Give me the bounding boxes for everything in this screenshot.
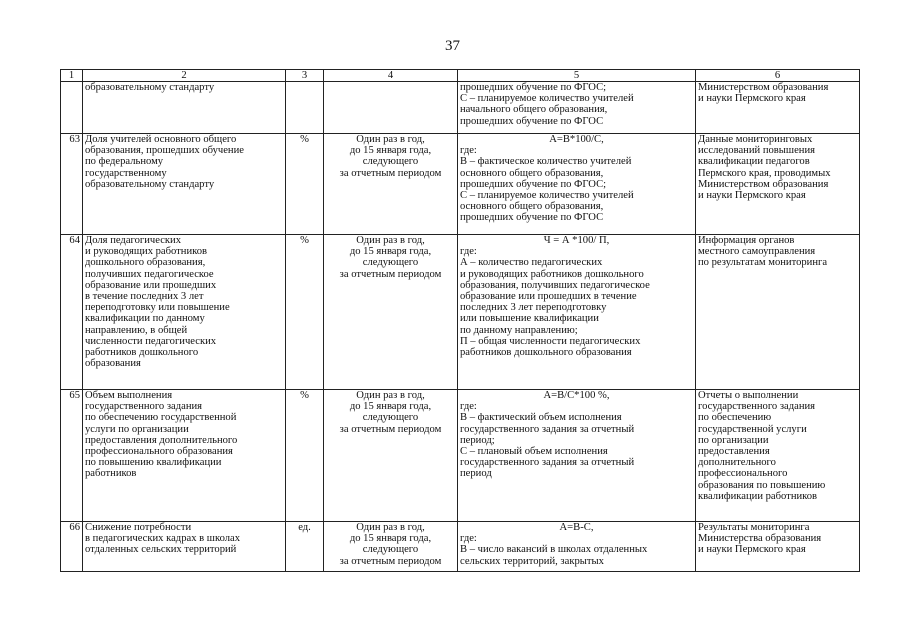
header-row [61,70,860,82]
row-number: 66 [61,522,83,572]
table-row [61,235,860,390]
row-number: 64 [61,235,83,390]
text-line: образовательному стандарту [85,178,215,190]
text-line: период [460,468,492,480]
text-line: начального общего образования, [460,104,608,116]
text-line: работников дошкольного образования [460,347,632,359]
text-line: предоставления дополнительного [85,434,238,446]
text-line: и руководящих работников [85,246,208,258]
text-line: в педагогических кадрах в школах [85,533,241,545]
indicator-cell [83,82,286,134]
text-line: до 15 января года, [349,401,432,413]
indicator-cell [83,235,286,390]
text-line: период; [460,434,495,446]
text-line: Результаты мониторинга [698,522,810,533]
text-line: В – фактический объем исполнения [460,412,622,424]
text-line: за отчетным периодом [339,167,442,179]
text-line: предоставления [698,446,770,458]
text-line: до 15 января года, [349,145,432,157]
text-line: до 15 января года, [349,533,432,545]
indicator-cell [83,522,286,572]
text-line: В – фактическое количество учителей [460,156,632,168]
page-number: 37 [445,38,460,54]
frequency-cell [324,82,458,134]
text-line: государственной услуги [698,423,807,435]
header-cell: 6 [696,70,860,82]
formula: А=В/С*100 %, [543,390,610,401]
header-cell: 2 [83,70,286,82]
source-cell [696,235,860,390]
method-cell [458,82,696,134]
text-line: профессионального [698,468,788,480]
text-line: Министерством образования [698,82,829,93]
text-line: местного самоуправления [698,246,816,258]
text-line: образование или прошедших в течение [460,291,637,303]
text-line: Один раз в год, [356,134,425,145]
formula: А=В*100/С, [549,134,604,145]
text-line: Один раз в год, [356,522,425,533]
source-cell [696,390,860,522]
text-line: переподготовку или повышение [85,302,230,314]
text-line: работников [85,468,137,480]
text-line: образования, получивших педагогическое [460,279,650,291]
unit-cell: % [286,390,324,522]
text-line: Снижение потребности [85,522,192,533]
indicator-cell [83,390,286,522]
text-line: С – планируемое количество учителей [460,93,634,105]
text-line: П – общая численности педагогических [460,335,641,347]
text-line: Доля учителей основного общего [85,134,237,145]
table-row [61,82,860,134]
table-row [61,134,860,235]
text-line: по результатам мониторинга [698,257,828,269]
text-line: за отчетным периодом [339,423,442,435]
text-line: отдаленных сельских территорий [85,544,237,556]
text-line: следующего [362,412,419,424]
text-line: или повышение квалификации [460,313,599,325]
header-cell: 3 [286,70,324,82]
indicator-cell [83,134,286,235]
formula: А=В-С, [559,522,594,533]
text-line: по организации [698,434,769,446]
header-cell: 5 [458,70,696,82]
text-line: прошедших обучение по ФГОС [460,115,604,127]
text-line: где: [460,533,477,545]
text-line: образования [85,358,141,370]
text-line: последних 3 лет переподготовку [460,302,607,314]
text-line: прошедших обучение по ФГОС [460,212,604,224]
text-line: Пермского края, проводимых [698,167,831,179]
text-line: получивших педагогическое [85,268,214,280]
unit-cell: % [286,235,324,390]
method-cell [458,134,696,235]
text-line: по повышению квалификации [85,457,222,469]
text-line: образовательному стандарту [85,82,215,93]
text-line: услуги по организации [85,423,189,435]
text-line: государственного задания за отчетный [460,423,635,435]
text-line: образования, прошедших обучение [85,145,244,157]
text-line: государственному [85,167,167,179]
method-cell [458,522,696,572]
frequency-cell [324,134,458,235]
text-line: в течение последних 3 лет [85,291,204,303]
indicators-table [60,69,860,572]
text-line: прошедших обучение по ФГОС; [460,82,607,93]
text-line: квалификации по данному [85,313,205,325]
text-line: и науки Пермского края [698,190,806,202]
text-line: по данному направлению; [460,324,578,336]
frequency-cell [324,390,458,522]
unit-cell [286,82,324,134]
text-line: численности педагогических [85,335,217,347]
table-row [61,522,860,572]
text-line: Данные мониторинговых [698,134,813,145]
text-line: квалификации педагогов [698,156,810,168]
unit-cell: ед. [286,522,324,572]
text-line: государственного задания [698,401,816,413]
row-number: 65 [61,390,83,522]
header-cell: 4 [324,70,458,82]
header-cell: 1 [61,70,83,82]
text-line: С – плановый объем исполнения [460,446,608,458]
text-line: А – количество педагогических [460,257,603,269]
text-line: образования по повышению [698,479,826,491]
text-line: профессионального образования [85,446,233,458]
text-line: основного общего образования, [460,201,604,213]
text-line: сельских территорий, закрытых [460,555,604,567]
text-line: Отчеты о выполнении [698,390,799,401]
text-line: Один раз в год, [356,235,425,246]
text-line: В – число вакансий в школах отдаленных [460,544,648,556]
text-line: работников дошкольного [85,347,199,359]
text-line: основного общего образования, [460,167,604,179]
method-cell [458,235,696,390]
text-line: где: [460,145,477,157]
text-line: и науки Пермского края [698,93,806,105]
frequency-cell [324,522,458,572]
text-line: и науки Пермского края [698,544,806,556]
text-line: дошкольного образования, [85,257,206,269]
row-number [61,82,83,134]
source-cell [696,522,860,572]
text-line: за отчетным периодом [339,555,442,567]
text-line: дополнительного [698,457,776,469]
frequency-cell [324,235,458,390]
table-row [61,390,860,522]
text-line: следующего [362,544,419,556]
text-line: по федеральному [85,156,164,168]
text-line: государственного задания [85,401,203,413]
source-cell [696,82,860,134]
text-line: Доля педагогических [85,235,182,246]
text-line: образование или прошедших [85,279,217,291]
text-line: и руководящих работников дошкольного [460,268,644,280]
formula: Ч = А *100/ П, [543,235,610,246]
text-line: следующего [362,156,419,168]
text-line: направлению, в общей [85,324,188,336]
text-line: Министерства образования [698,533,822,545]
text-line: по обеспечению государственной [85,412,237,424]
text-line: до 15 января года, [349,246,432,258]
text-line: по обеспечению [698,412,772,424]
text-line: где: [460,246,477,258]
text-line: Объем выполнения [85,390,173,401]
text-line: С – планируемое количество учителей [460,190,634,202]
text-line: где: [460,401,477,413]
source-cell [696,134,860,235]
text-line: Министерством образования [698,178,829,190]
text-line: следующего [362,257,419,269]
text-line: государственного задания за отчетный [460,457,635,469]
text-line: исследований повышения [698,145,815,157]
text-line: квалификации работников [698,490,818,502]
unit-cell: % [286,134,324,235]
text-line: за отчетным периодом [339,268,442,280]
method-cell [458,390,696,522]
text-line: Один раз в год, [356,390,425,401]
row-number: 63 [61,134,83,235]
text-line: прошедших обучение по ФГОС; [460,178,607,190]
text-line: Информация органов [698,235,795,246]
